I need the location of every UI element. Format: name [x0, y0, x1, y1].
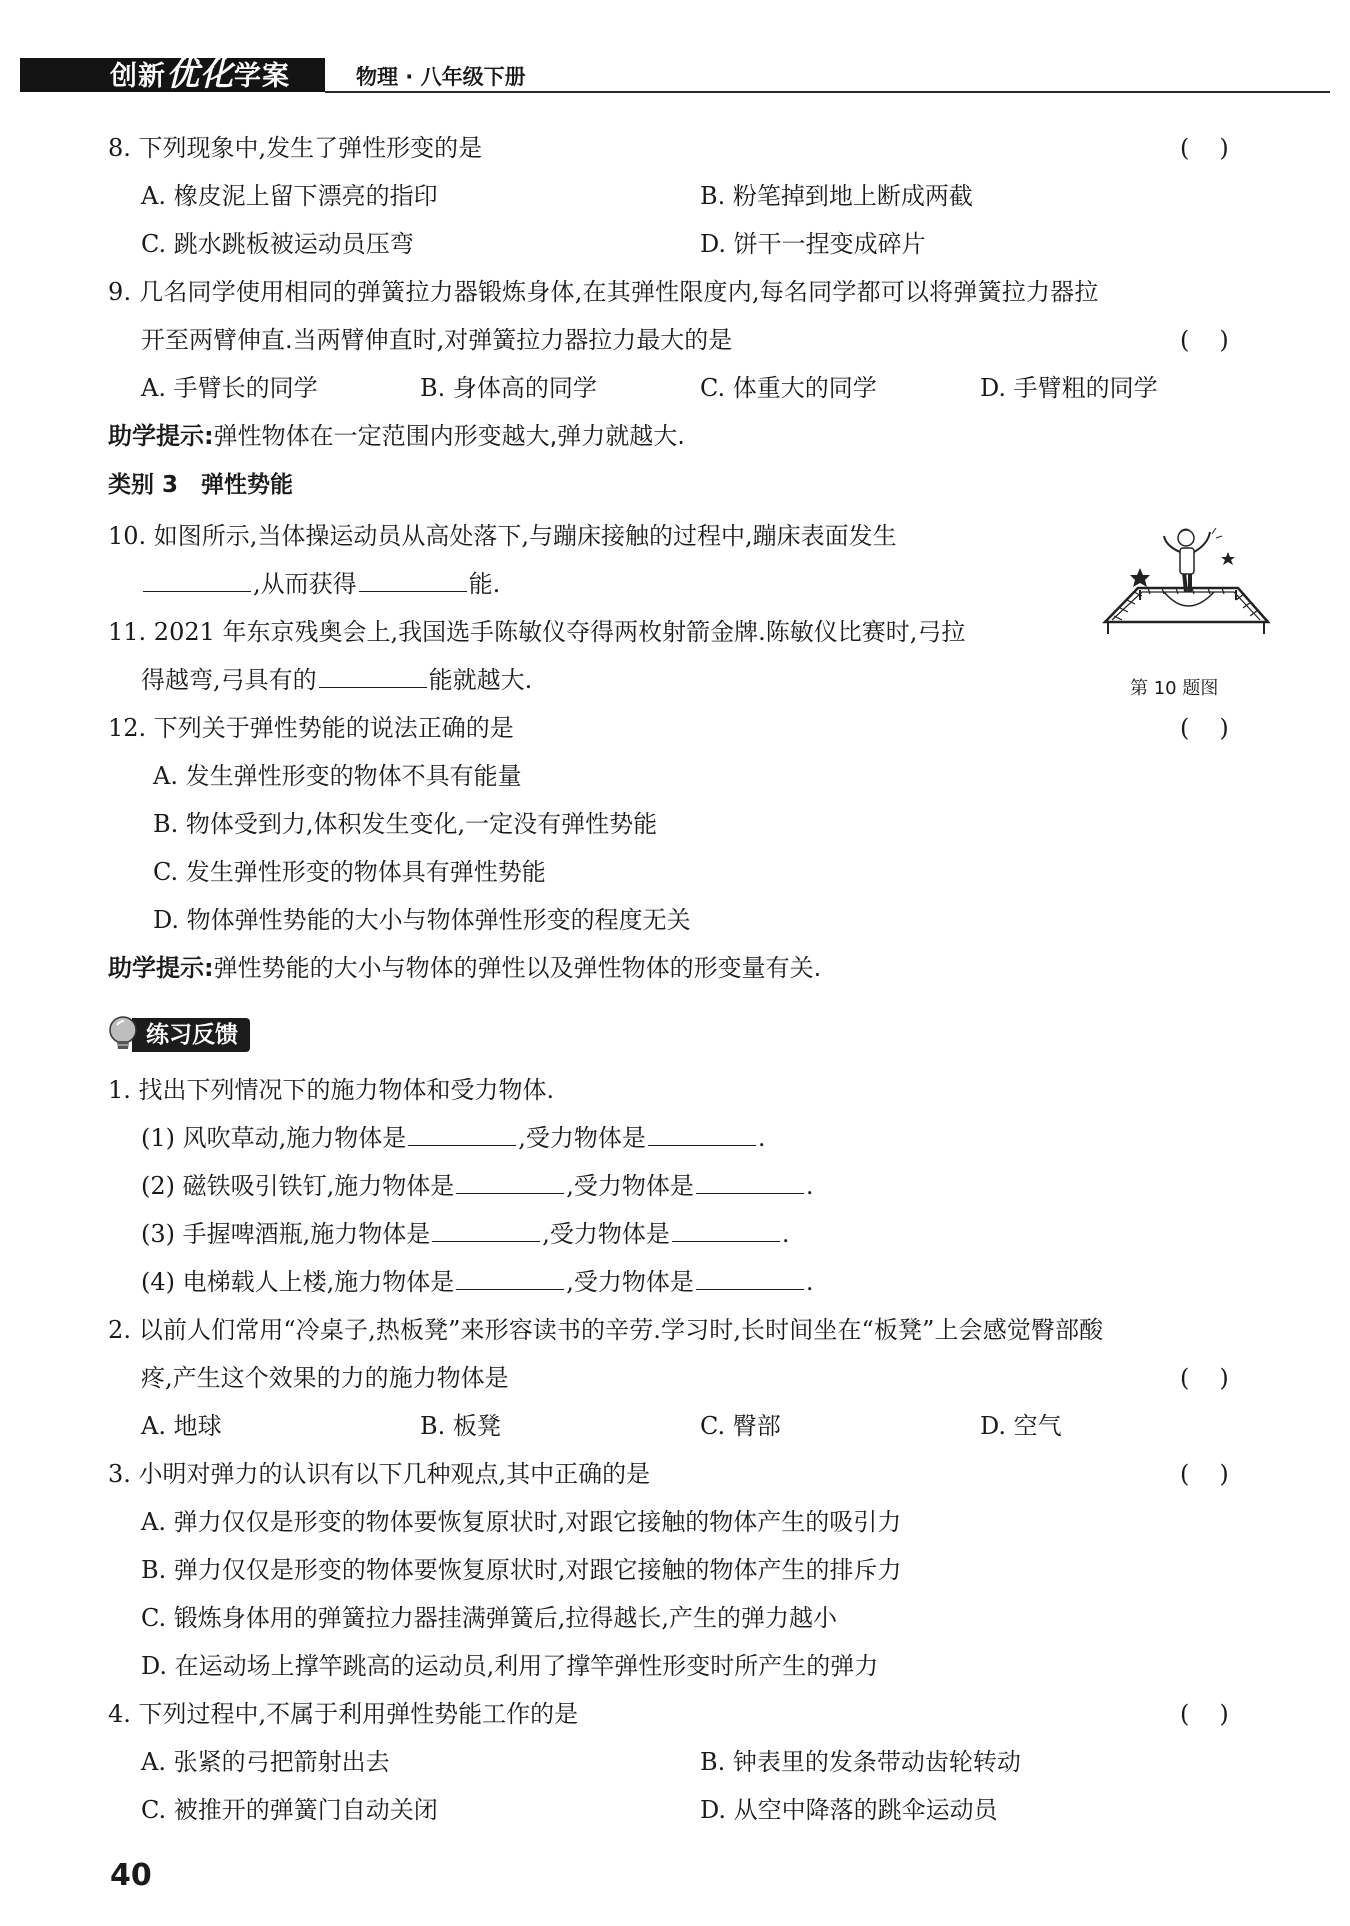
p2-answer-paren: ()	[1180, 1364, 1259, 1392]
page-number: 40	[110, 1858, 152, 1893]
p1-3-blank-a[interactable]	[432, 1219, 540, 1242]
p4-answer-paren: ()	[1180, 1700, 1259, 1728]
hint-2: 助学提示:弹性势能的大小与物体的弹性以及弹性物体的形变量有关.	[108, 954, 822, 982]
q9-option-c: C. 体重大的同学	[700, 374, 877, 402]
q12-option-b: B. 物体受到力,体积发生变化,一定没有弹性势能	[153, 810, 658, 838]
figure-caption: 第 10 题图	[1130, 678, 1219, 699]
q11-line2: 得越弯,弓具有的 能就越大.	[141, 666, 533, 694]
category-3-heading: 类别 3 弹性势能	[108, 472, 294, 498]
p1-4-blank-b[interactable]	[696, 1267, 804, 1290]
p2-line1: 2. 以前人们常用“冷桌子,热板凳”来形容读书的辛劳.学习时,长时间坐在“板凳”上会感觉臀部酸	[108, 1316, 1104, 1344]
p3-option-c: C. 锻炼身体用的弹簧拉力器挂满弹簧后,拉得越长,产生的弹力越小	[141, 1604, 838, 1632]
p3-option-d: D. 在运动场上撑竿跳高的运动员,利用了撑竿弹性形变时所产生的弹力	[141, 1652, 879, 1680]
p4-option-a: A. 张紧的弓把箭射出去	[141, 1748, 390, 1776]
q12-option-d: D. 物体弹性势能的大小与物体弹性形变的程度无关	[153, 906, 691, 934]
p3-answer-paren: ()	[1180, 1460, 1259, 1488]
q8-option-a: A. 橡皮泥上留下漂亮的指印	[141, 182, 438, 210]
p3-option-a: A. 弹力仅仅是形变的物体要恢复原状时,对跟它接触的物体产生的吸引力	[141, 1508, 902, 1536]
q8-option-b: B. 粉笔掉到地上断成两截	[700, 182, 973, 210]
hint-1: 助学提示:弹性物体在一定范围内形变越大,弹力就越大.	[108, 422, 685, 450]
q9-option-d: D. 手臂粗的同学	[980, 374, 1158, 402]
p2-option-d: D. 空气	[980, 1412, 1062, 1440]
q12-option-a: A. 发生弹性形变的物体不具有能量	[153, 762, 522, 790]
p1-stem: 1. 找出下列情况下的施力物体和受力物体.	[108, 1076, 555, 1104]
p1-1-blank-a[interactable]	[408, 1123, 516, 1146]
p2-option-c: C. 臀部	[700, 1412, 781, 1440]
q8-option-d: D. 饼干一捏变成碎片	[700, 230, 926, 258]
section-title: 练习反馈	[132, 1018, 250, 1052]
p3-option-b: B. 弹力仅仅是形变的物体要恢复原状时,对跟它接触的物体产生的排斥力	[141, 1556, 902, 1584]
p1-2-blank-a[interactable]	[456, 1171, 564, 1194]
p4-option-b: B. 钟表里的发条带动齿轮转动	[700, 1748, 1021, 1776]
q8-option-c: C. 跳水跳板被运动员压弯	[141, 230, 414, 258]
p1-3-blank-b[interactable]	[672, 1219, 780, 1242]
subject-title: 物理 · 八年级下册	[356, 65, 526, 89]
p1-item-2: (2) 磁铁吸引铁钉,施力物体是 ,受力物体是 .	[141, 1172, 814, 1200]
p2-option-a: A. 地球	[141, 1412, 222, 1440]
lightbulb-icon	[108, 1015, 138, 1055]
p1-item-4: (4) 电梯载人上楼,施力物体是 ,受力物体是 .	[141, 1268, 814, 1296]
p1-item-3: (3) 手握啤酒瓶,施力物体是 ,受力物体是 .	[141, 1220, 790, 1248]
q10-blank-2[interactable]	[359, 569, 467, 592]
q9-line2: 开至两臂伸直.当两臂伸直时,对弹簧拉力器拉力最大的是	[141, 326, 733, 354]
p2-option-b: B. 板凳	[420, 1412, 501, 1440]
trampoline-gymnast-figure	[1100, 520, 1272, 640]
q12-option-c: C. 发生弹性形变的物体具有弹性势能	[153, 858, 546, 886]
p1-1-blank-b[interactable]	[648, 1123, 756, 1146]
p4-option-c: C. 被推开的弹簧门自动关闭	[141, 1796, 438, 1824]
q12-stem: 12. 下列关于弹性势能的说法正确的是	[108, 714, 514, 742]
q8-stem: 8. 下列现象中,发生了弹性形变的是	[108, 134, 483, 162]
header-rule	[325, 91, 1330, 93]
p3-stem: 3. 小明对弹力的认识有以下几种观点,其中正确的是	[108, 1460, 651, 1488]
q9-line1: 9. 几名同学使用相同的弹簧拉力器锻炼身体,在其弹性限度内,每名同学都可以将弹簧拉力器拉	[108, 278, 1099, 306]
q10-line1: 10. 如图所示,当体操运动员从高处落下,与蹦床接触的过程中,蹦床表面发生	[108, 522, 897, 550]
q11-blank[interactable]	[319, 665, 427, 688]
p1-4-blank-a[interactable]	[456, 1267, 564, 1290]
p4-option-d: D. 从空中降落的跳伞运动员	[700, 1796, 998, 1824]
q9-option-b: B. 身体高的同学	[420, 374, 597, 402]
q9-option-a: A. 手臂长的同学	[141, 374, 318, 402]
q12-answer-paren: ()	[1180, 714, 1259, 742]
q9-answer-paren: ()	[1180, 326, 1259, 354]
p4-stem: 4. 下列过程中,不属于利用弹性势能工作的是	[108, 1700, 579, 1728]
q10-blank-1[interactable]	[143, 569, 251, 592]
p1-2-blank-b[interactable]	[696, 1171, 804, 1194]
brand-logo: 创新优化学案	[110, 54, 290, 93]
p1-item-1: (1) 风吹草动,施力物体是 ,受力物体是 .	[141, 1124, 766, 1152]
p2-line2: 疼,产生这个效果的力的施力物体是	[141, 1364, 509, 1392]
q8-answer-paren: ()	[1180, 134, 1259, 162]
q11-line1: 11. 2021 年东京残奥会上,我国选手陈敏仪夺得两枚射箭金牌.陈敏仪比赛时,弓拉	[108, 618, 966, 646]
q10-line2: ,从而获得 能.	[141, 567, 500, 601]
